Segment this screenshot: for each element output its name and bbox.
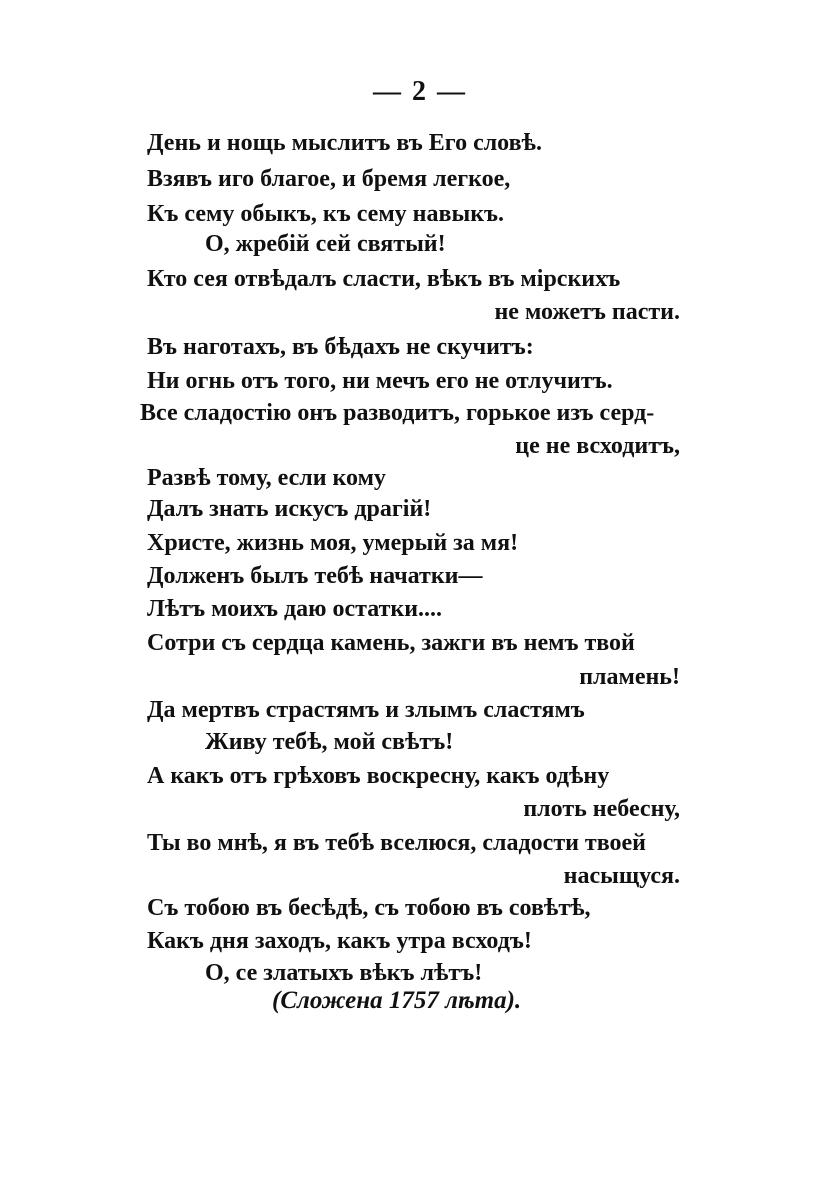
poem-line: Кто сея отвѣдалъ сласти, вѣкъ въ мірскихъ bbox=[147, 266, 621, 292]
poem-line: Лѣтъ моихъ даю остатки.... bbox=[147, 596, 443, 622]
poem-line: Съ тобою въ бесѣдѣ, съ тобою въ совѣтѣ, bbox=[147, 895, 591, 921]
poem-line-continuation: не можетъ пасти. bbox=[494, 299, 680, 325]
poem-line: Живу тебѣ, мой свѣтъ! bbox=[205, 729, 454, 755]
poem-line: День и нощь мыслитъ въ Его словѣ. bbox=[147, 130, 542, 156]
poem-line-continuation: це не всходитъ, bbox=[515, 433, 680, 459]
poem-line: Сотри съ сердца камень, зажги въ немъ твой bbox=[147, 630, 635, 656]
poem-line-continuation: пламень! bbox=[579, 664, 680, 690]
poem-line: Христе, жизнь моя, умерый за мя! bbox=[147, 530, 519, 556]
composition-date: (Сложена 1757 лѣта). bbox=[272, 987, 522, 1014]
poem-line: Ты во мнѣ, я въ тебѣ вселюся, сладости твоей bbox=[147, 830, 646, 856]
poem-line: Долженъ былъ тебѣ начатки— bbox=[147, 563, 483, 589]
poem-line: Къ сему обыкъ, къ сему навыкъ. bbox=[147, 201, 505, 227]
poem-line: Взявъ иго благое, и бремя легкое, bbox=[147, 166, 511, 192]
poem-line: О, се златыхъ вѣкъ лѣтъ! bbox=[205, 960, 483, 986]
poem-line: Ни огнь отъ того, ни мечъ его не отлучитъ. bbox=[147, 368, 613, 394]
poem-line: Въ наготахъ, въ бѣдахъ не скучитъ: bbox=[147, 334, 534, 360]
poem-line: Все сладостію онъ разводитъ, горькое изъ серд- bbox=[140, 400, 655, 426]
page-number: — 2 — bbox=[373, 76, 467, 107]
poem-line-continuation: плоть небесну, bbox=[523, 796, 680, 822]
poem-line: Далъ знать искусъ драгій! bbox=[147, 496, 432, 522]
poem-line-continuation: насыщуся. bbox=[563, 863, 680, 889]
poem-line: Развѣ тому, если кому bbox=[147, 465, 386, 491]
poem-line: А какъ отъ грѣховъ воскресну, какъ одѣну bbox=[147, 763, 610, 789]
poem-line: О, жребій сей святый! bbox=[205, 231, 446, 257]
poem-line: Да мертвъ страстямъ и злымъ сластямъ bbox=[147, 697, 585, 723]
poem-line: Какъ дня заходъ, какъ утра всходъ! bbox=[147, 928, 532, 954]
